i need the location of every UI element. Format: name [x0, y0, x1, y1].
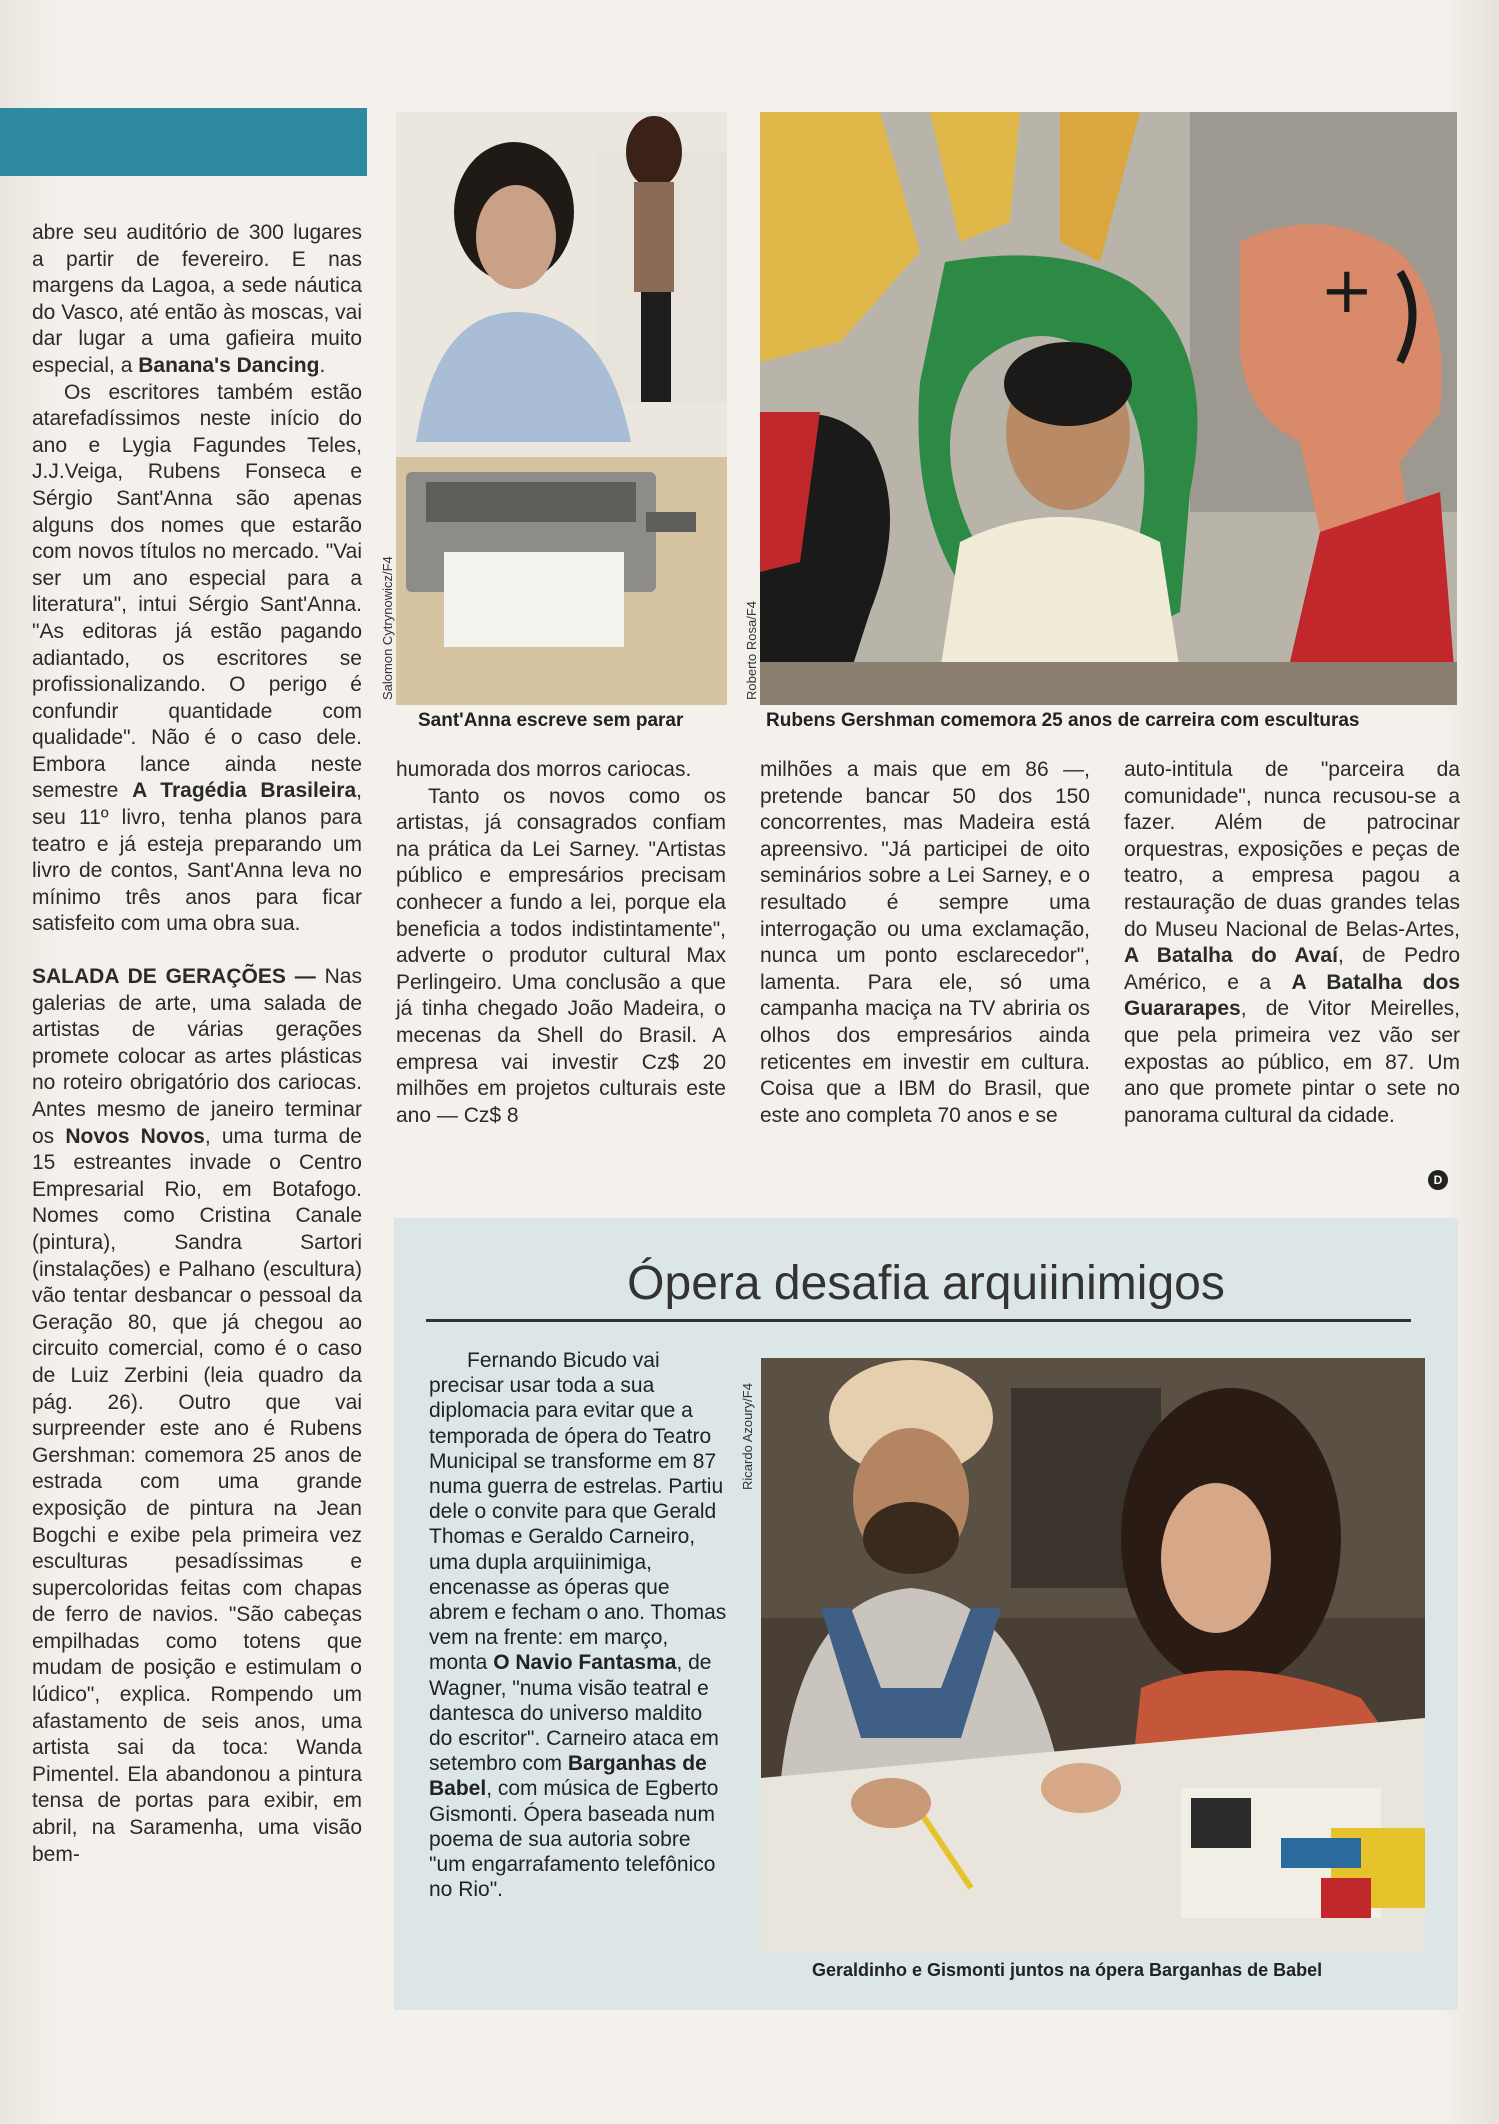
text: . — [319, 353, 326, 377]
text: , de Wagner, "numa visão teatral e dantesca do universo maldito do escritor". Carneiro ataca em setembro com — [429, 1651, 719, 1776]
text: abre seu auditório de 300 lugares a partir de fevereiro. E nas margens da Lagoa, a sede náutica do Vasco, até então às moscas, vai dar lugar a uma gafieira muito especial, a — [32, 221, 362, 377]
svg-text:+: + — [1320, 254, 1374, 328]
paragraph: milhões a mais que em 86 —, pretende bancar 50 dos 150 concorrentes, mas Madeira está apreensivo. "Já participei de oito seminários sobre a Lei Sarney, e o resultado é sempre uma interrogação ou uma exclamação, nunca um ponto esclarecedor", lamenta. Para ele, só uma campanha maciça na TV abriria os olhos dos empresários ainda reticentes em investir em cultura. Coisa que a IBM do Brasil, que este ano completa 70 anos e se — [760, 758, 1090, 1127]
text: , uma turma de 15 estreantes invade o Centro Empresarial Rio, em Botafogo. Nomes como Cristina Canale (pintura), Sandra Sartori (instalações) e Palhano (escultura) vão tentar desbancar o pessoal da Geração 80, que já chegou ao circuito comercial, como é o caso de Luiz Zerbini (leia quadro da pág. 26). Outro que vai surpreender este ano é Rubens Gershman: comemora 25 anos de estrada com uma grande exposição de pintura na Jean Bogchi e exibe pela primeira vez esculturas pesadíssimas e supercoloridas feitas com chapas de ferro de navios. "São cabeças empilhadas como totens que mudam de posição e estimulam o lúdico", explica. Rompendo um afastamento de seis anos, uma artista sai da toca: Wanda Pimentel. Ela abandonou a pintura tensa de portas para exibir, em abril, na Saramenha, uma visão bem- — [32, 1124, 362, 1866]
section-color-bar — [0, 108, 367, 176]
paragraph — [32, 220, 362, 380]
photo-credit: Roberto Rosa/F4 — [744, 601, 759, 700]
text: , de Vitor Meirelles, que pela primeira vez vão ser expostas ao público, em 87. Um ano que promete pintar o sete no panorama cultural da cidade. — [1124, 997, 1460, 1127]
subheading: SALADA DE GERAÇÕES — — [32, 965, 316, 989]
sidebar-text — [429, 1348, 729, 1902]
venue-name: Banana's Dancing — [138, 353, 320, 377]
photo-caption: Rubens Gershman comemora 25 anos de carreira com esculturas — [766, 710, 1360, 731]
article-column-1 — [32, 220, 362, 1868]
painting-title: A Batalha do Avaí — [1124, 944, 1338, 968]
photo-caption: Geraldinho e Gismonti juntos na ópera Barganhas de Babel — [812, 1960, 1323, 1980]
paragraph — [429, 1348, 729, 1902]
opera-sidebar-box — [394, 1218, 1458, 2010]
paragraph: humorada dos morros cariocas. — [396, 758, 692, 781]
text: Nas galerias de arte, uma salada de artistas de várias gerações promete colocar as artes plásticas no roteiro obrigatório dos cariocas. Antes mesmo de janeiro terminar os — [32, 965, 362, 1148]
text: , de Pedro Américo, e a — [1124, 944, 1460, 994]
article-column-4 — [1124, 757, 1460, 1129]
end-of-article-mark: D — [1428, 1170, 1448, 1190]
opera-title: O Navio Fantasma — [493, 1651, 677, 1675]
painting-title: A Batalha dos Guararapes — [1124, 970, 1461, 1021]
article-column-2 — [396, 757, 726, 1129]
text: auto-intitula de "parceira da comunidade", nunca recusou-se a fazer. Além de patrocinar orquestras, exposições e peças de teatro, a empresa pagou a restauração de duas grandes telas do Museu Nacional de Belas-Artes, — [1124, 758, 1460, 941]
photo-opera — [761, 1358, 1425, 1952]
group-name: Novos Novos — [65, 1124, 205, 1148]
article-column-3 — [760, 757, 1090, 1129]
text: Os escritores também estão atarefadíssimos neste início do ano e Lygia Fagundes Teles, J.J.Veiga, Rubens Fonseca e Sérgio Sant'Anna são apenas alguns dos nomes que estarão com novos títulos no mercado. "Vai ser um ano especial para a literatura", intui Sérgio Sant'Anna. "As editoras já estão pagando adiantado, os escritores se profissionalizando. O perigo é confundir quantidade com qualidade". Não é o caso dele. Embora lance ainda neste semestre — [32, 380, 362, 803]
headline-rule — [426, 1319, 1411, 1322]
paragraph: Tanto os novos como os artistas, já consagrados confiam na prática da Lei Sarney. "Artistas público e empresários precisam conhecer a fundo a lei, porque ela beneficia a todos indistintamente", adverte o produtor cultural Max Perlingeiro. Uma conclusão a que já tinha chegado João Madeira, o mecenas da Shell do Brasil. A empresa vai investir Cz$ 20 milhões em projetos culturais este ano — Cz$ 8 — [396, 784, 726, 1127]
text: , seu 11º livro, tenha planos para teatro e já esteja preparando um livro de contos, Sant'Anna leva no mínimo três anos para ficar satisfeito com uma obra sua. — [32, 779, 363, 936]
photo-santanna — [396, 112, 727, 705]
book-title: A Tragédia Brasileira — [132, 779, 357, 803]
paragraph — [1124, 757, 1460, 1129]
paragraph — [32, 380, 362, 938]
paragraph — [32, 964, 362, 1868]
photo-credit: Ricardo Azoury/F4 — [740, 1383, 755, 1490]
photo-caption: Sant'Anna escreve sem parar — [418, 710, 684, 731]
text: , com música de Egberto Gismonti. Ópera baseada num poema de sua autoria sobre "um engarrafamento telefônico no Rio". — [429, 1777, 719, 1902]
gershman-photo-illustration — [760, 112, 1457, 705]
photo-gershman — [760, 112, 1457, 705]
photo-credit: Salomon Cytrynowicz/F4 — [380, 556, 395, 700]
opera-photo-illustration — [761, 1358, 1425, 1952]
text: Fernando Bicudo vai precisar usar toda a sua diplomacia para evitar que a temporada de ópera do Teatro Municipal se transforme em 87 numa guerra de estrelas. Partiu dele o convite para que Gerald Thomas e Geraldo Carneiro, uma dupla arquiinimiga, encenasse as óperas que abrem e fecham o ano. Thomas vem na frente: em março, monta — [429, 1349, 727, 1675]
opera-title: Barganhas de Babel — [429, 1752, 707, 1801]
santanna-photo-illustration — [396, 112, 727, 705]
sidebar-headline: Ópera desafia arquiinimigos — [627, 1257, 1225, 1310]
